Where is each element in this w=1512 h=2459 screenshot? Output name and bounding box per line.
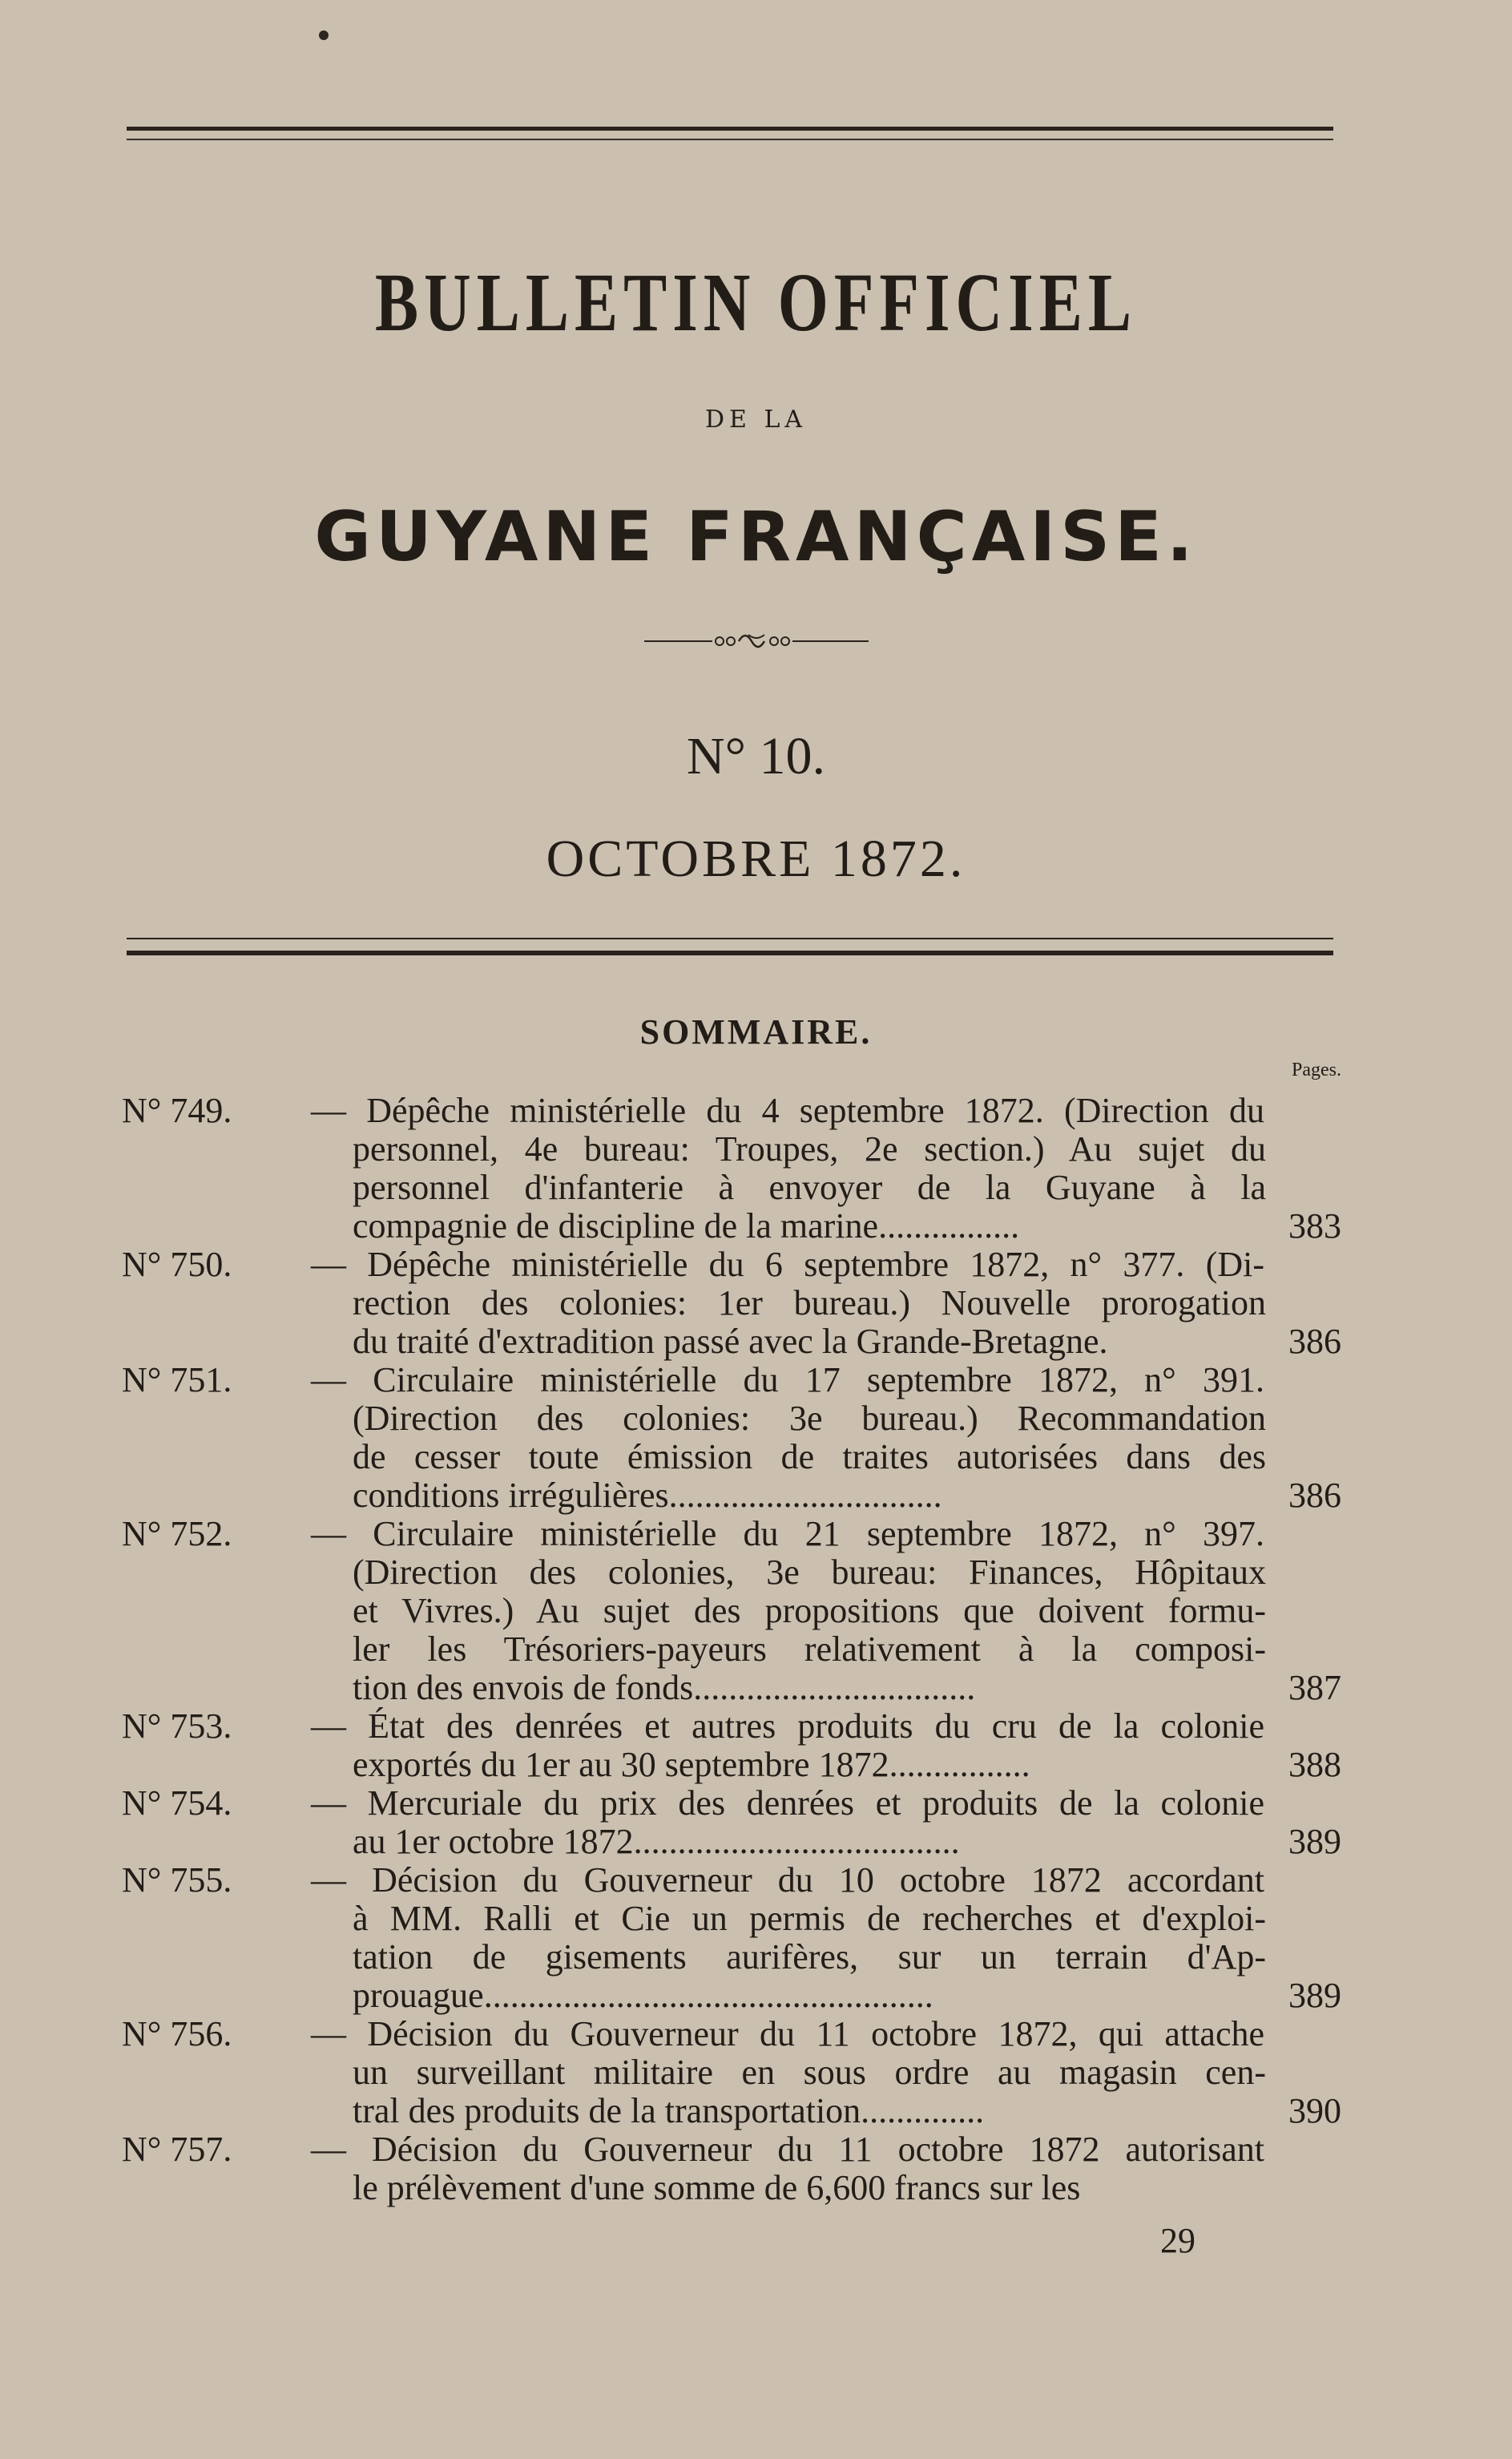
toc-entry-line: — Décision du Gouverneur du 11 octobre 1872, qui attache: [311, 2014, 1264, 2053]
toc-entry-line: ler les Trésoriers-payeurs relativement à la composi-: [353, 1629, 1266, 1669]
toc-entry-line: personnel, 4e bureau: Troupes, 2e section.) Au sujet du: [353, 1129, 1266, 1169]
toc-entry-number: N° 751.: [122, 1360, 232, 1399]
toc-entry-number: N° 752.: [122, 1514, 232, 1553]
toc-entry-number: N° 753.: [122, 1706, 232, 1746]
toc-entry-line: (Direction des colonies: 3e bureau.) Recommandation: [353, 1399, 1266, 1438]
toc-entry-line: — Mercuriale du prix des denrées et produits de la colonie: [311, 1783, 1264, 1823]
toc-entry-line: à MM. Ralli et Cie un permis de recherches et d'exploi-: [353, 1899, 1266, 1938]
toc-entry-line: au 1er octobre 1872.....................................: [353, 1822, 960, 1861]
toc-entry-line: — Dépêche ministérielle du 4 septembre 1872. (Direction du: [311, 1091, 1264, 1130]
toc-entry-line: le prélèvement d'une somme de 6,600 francs sur les: [353, 2168, 1081, 2207]
toc-entry-line: tation de gisements aurifères, sur un terrain d'Ap-: [353, 1937, 1266, 1976]
toc-entry-line: exportés du 1er au 30 septembre 1872................: [353, 1745, 1030, 1784]
title-guyane-francaise: GUYANE FRANÇAISE.: [314, 497, 1198, 577]
toc-entry-page: 386: [1288, 1322, 1341, 1361]
ink-spot: [319, 30, 329, 40]
toc-entry-line: tral des produits de la transportation..............: [353, 2091, 985, 2130]
issue-number: N° 10.: [686, 727, 826, 785]
toc-entry-line: — Circulaire ministérielle du 17 septembre 1872, n° 391.: [311, 1360, 1264, 1399]
toc-entry-line: — État des denrées et autres produits du cru de la colonie: [311, 1706, 1264, 1746]
ornament-divider-icon: [0, 625, 1512, 660]
toc-entry-page: 390: [1288, 2091, 1341, 2130]
toc-entry-page: 389: [1288, 1976, 1341, 2015]
toc-entry-number: N° 756.: [122, 2014, 232, 2053]
toc-entry-line: un surveillant militaire en sous ordre au magasin cen-: [353, 2053, 1266, 2092]
toc-entry-line: personnel d'infanterie à envoyer de la Guyane à la: [353, 1168, 1266, 1207]
page-folio: 29: [1160, 2221, 1195, 2260]
toc-entry-page: 386: [1288, 1476, 1341, 1515]
top-rule: [127, 127, 1333, 140]
issue-date: OCTOBRE 1872.: [546, 830, 966, 888]
pages-column-label: Pages.: [1292, 1060, 1341, 1080]
toc-entry-page: 387: [1288, 1668, 1341, 1707]
toc-entry-line: conditions irrégulières...............................: [353, 1476, 942, 1515]
toc-entry-line: prouague...................................................: [353, 1976, 933, 2015]
toc-entry-line: — Circulaire ministérielle du 21 septembre 1872, n° 397.: [311, 1514, 1264, 1553]
title-de-la: DE LA: [704, 406, 808, 434]
toc-entry-number: N° 755.: [122, 1860, 232, 1900]
toc-entry-line: (Direction des colonies, 3e bureau: Finances, Hôpitaux: [353, 1553, 1266, 1592]
toc-entry-page: 383: [1288, 1206, 1341, 1246]
toc-entry-number: N° 754.: [122, 1783, 232, 1823]
toc-entry-line: rection des colonies: 1er bureau.) Nouvelle prorogation: [353, 1283, 1266, 1322]
ornament-divider-icon: [636, 625, 877, 657]
title-bulletin-officiel: BULLETIN OFFICIEL: [374, 256, 1138, 349]
toc-entry-line: et Vivres.) Au sujet des propositions que doivent formu-: [353, 1591, 1266, 1630]
toc-entry-number: N° 749.: [122, 1091, 232, 1130]
toc-entry-number: N° 757.: [122, 2130, 232, 2169]
toc-entry-line: compagnie de discipline de la marine................: [353, 1206, 1020, 1246]
section-rule: [127, 938, 1333, 955]
toc-entry-number: N° 750.: [122, 1245, 232, 1284]
toc-entry-page: 388: [1288, 1745, 1341, 1784]
toc-entry-line: — Décision du Gouverneur du 10 octobre 1872 accordant: [311, 1860, 1264, 1900]
toc-entry-line: de cesser toute émission de traites autorisées dans des: [353, 1437, 1266, 1476]
toc-entry-line: — Décision du Gouverneur du 11 octobre 1872 autorisant: [311, 2130, 1264, 2169]
toc-entry-line: — Dépêche ministérielle du 6 septembre 1872, n° 377. (Di-: [311, 1245, 1264, 1284]
toc-entry-line: tion des envois de fonds................................: [353, 1668, 976, 1707]
toc-entry-page: 389: [1288, 1822, 1341, 1861]
summary-heading: SOMMAIRE.: [639, 1012, 873, 1052]
toc-entry-line: du traité d'extradition passé avec la Grande-Bretagne.: [353, 1322, 1108, 1361]
